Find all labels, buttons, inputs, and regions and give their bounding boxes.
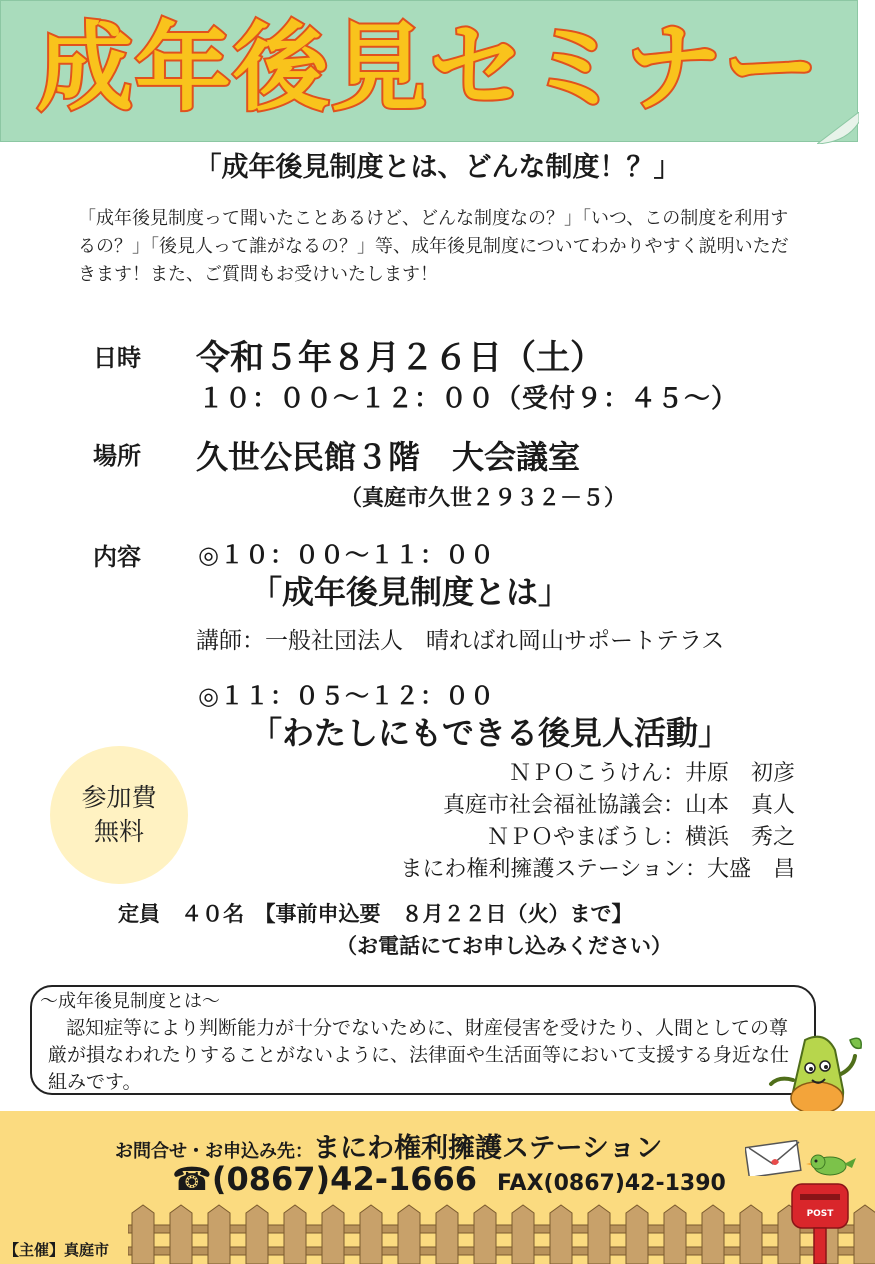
content-label: 内容 — [93, 543, 141, 571]
fence-post — [740, 1205, 762, 1264]
page-curl-decoration — [817, 112, 859, 144]
subtitle: 「成年後見制度とは、どんな制度！？」 — [194, 152, 681, 183]
fee-badge-line1: 参加費 — [81, 783, 157, 812]
fee-badge-line2: 無料 — [93, 817, 144, 846]
fence-post — [208, 1205, 230, 1264]
speaker-item: ＮＰＯこうけん：井原 初彦 — [508, 761, 795, 786]
venue-address: （真庭市久世２９３２－５） — [340, 486, 627, 511]
session1-time: ◎１０：００～１１：００ — [198, 541, 495, 569]
postbox-icon — [788, 1178, 852, 1264]
speaker-item: まにわ権利擁護ステーション：大盛 昌 — [400, 857, 795, 882]
fence-post — [550, 1205, 572, 1264]
info-box-text: 認知症等により判断能力が十分でないために、財産侵害を受けたり、人間としての尊厳が損なわれたりすることがないように、法律面や生活面等において支援する身近な仕組みです。 — [48, 1017, 790, 1093]
fence-post — [626, 1205, 648, 1264]
fence-post — [702, 1205, 724, 1264]
event-venue: 久世公民館３階 大会議室 — [196, 438, 581, 476]
intro-text: 「成年後見制度って聞いたことあるけど、どんな制度なの？」「いつ、この制度を利用するの？」「後見人って誰がなるの？」等、成年後見制度についてわかりやすく説明いただきます！また、ご質問もお受けいたします！ — [78, 208, 789, 285]
organizer: 【主催】真庭市 — [4, 1241, 110, 1259]
mascot-character-icon — [765, 1030, 865, 1120]
fence-post — [360, 1205, 382, 1264]
envelope-icon — [745, 1140, 805, 1176]
fax-number: FAX(0867)42-1390 — [497, 1171, 726, 1196]
fence-decoration — [128, 1203, 875, 1264]
fence-post — [512, 1205, 534, 1264]
fence-post — [588, 1205, 610, 1264]
event-date: 令和５年８月２６日（土） — [196, 338, 604, 378]
event-time: １０：００～１２：００（受付９：４５～） — [198, 384, 739, 414]
fence-post — [398, 1205, 420, 1264]
fence-post — [474, 1205, 496, 1264]
fee-badge — [50, 746, 188, 884]
speaker-item: 真庭市社会福祉協議会：山本 真人 — [442, 793, 795, 818]
bird-icon — [806, 1150, 858, 1178]
phone-number[interactable]: ☎(0867)42-1666 — [172, 1160, 478, 1198]
date-label: 日時 — [93, 344, 141, 372]
page-title: 成年後見セミナー — [37, 12, 821, 124]
speaker-item: ＮＰＯやまぼうし：横浜 秀之 — [486, 825, 795, 850]
contact-organization: まにわ権利擁護ステーション — [313, 1133, 663, 1164]
session1-lecturer: 講師：一般社団法人 晴ればれ岡山サポートテラス — [196, 628, 725, 654]
session2-time: ◎１１：０５～１２：００ — [198, 682, 495, 710]
fence-post — [284, 1205, 306, 1264]
session2-title: 「わたしにもできる後見人活動」 — [250, 714, 731, 752]
fence-post — [664, 1205, 686, 1264]
fence-post — [246, 1205, 268, 1264]
capacity-text: 定員 ４０名 【事前申込要 ８月２２日（火）まで】 — [118, 902, 633, 926]
fence-post — [132, 1205, 154, 1264]
contact-label: お問合せ・お申込み先： — [115, 1141, 313, 1162]
capacity-note: （お電話にてお申し込みください） — [336, 934, 672, 958]
svg-text:POST: POST — [806, 1209, 834, 1219]
phone-line — [172, 1160, 726, 1198]
place-label: 場所 — [93, 442, 141, 470]
fence-post — [436, 1205, 458, 1264]
info-box-title: ～成年後見制度とは～ — [40, 991, 220, 1012]
session1-title: 「成年後見制度とは」 — [250, 573, 571, 611]
fence-post — [322, 1205, 344, 1264]
fence-post — [854, 1205, 875, 1264]
fence-post — [170, 1205, 192, 1264]
